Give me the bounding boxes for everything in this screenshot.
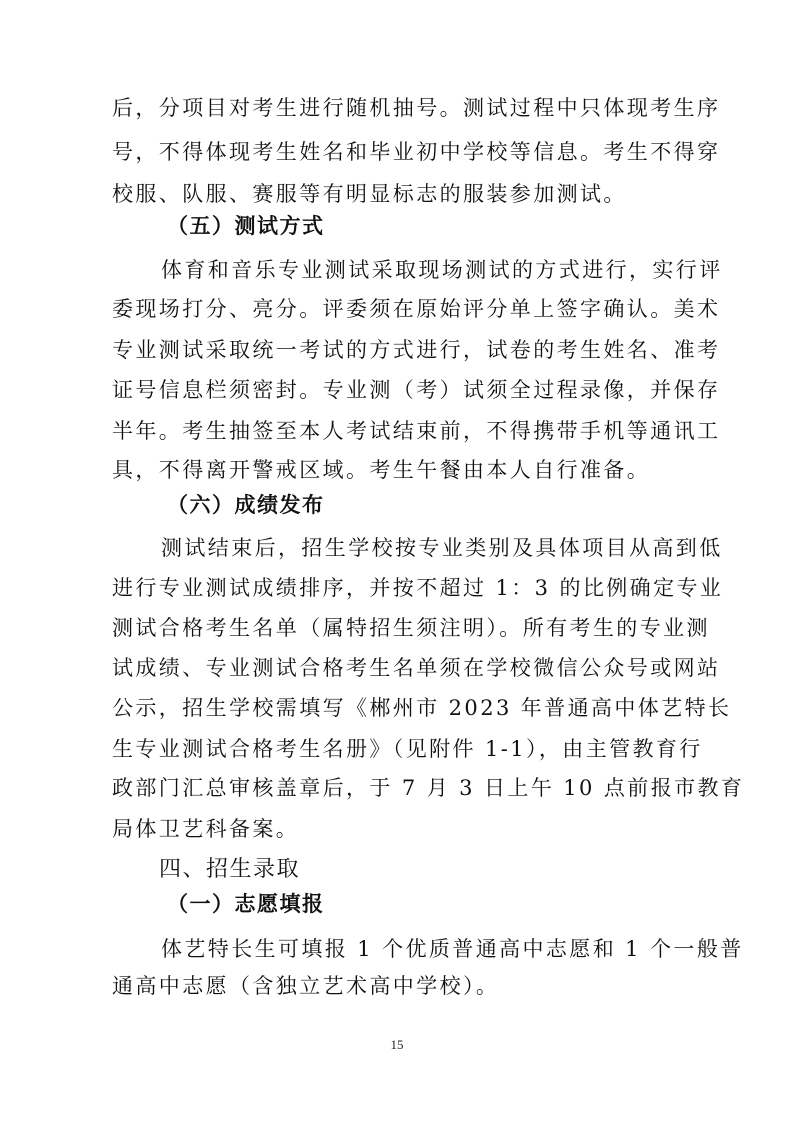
text-line: 政部门汇总审核盖章后，于 7 月 3 日上午 10 点前报市教育 (112, 776, 745, 800)
text-line: 生专业测试合格考生名册》（见附件 1-1），由主管教育行 (112, 737, 703, 761)
section-heading-test-method: （五）测试方式 (167, 214, 325, 238)
text-line: 具，不得离开警戒区域。考生午餐由本人自行准备。 (112, 458, 651, 482)
text-line: 号，不得体现考生姓名和毕业初中学校等信息。考生不得穿 (112, 140, 721, 164)
text-line: 后，分项目对考生进行随机抽号。测试过程中只体现考生序 (112, 96, 721, 120)
text-line: 委现场打分、亮分。评委须在原始评分单上签字确认。美术 (112, 297, 721, 321)
text-line: 通高中志愿（含独立艺术高中学校）。 (112, 974, 500, 998)
text-line: 公示，招生学校需填写《郴州市 2023 年普通高中体艺特长 (112, 696, 732, 720)
text-line: 校服、队服、赛服等有明显标志的服装参加测试。 (112, 182, 627, 206)
text-line: 测试合格考生名单（属特招生须注明）。所有考生的专业测 (112, 616, 710, 640)
section-heading-results: （六）成绩发布 (167, 493, 325, 517)
section-heading-application: （一）志愿填报 (167, 892, 325, 916)
paragraph-first-line: 测试结束后，招生学校按专业类别及具体项目从高到低 (161, 536, 723, 560)
page-number: 15 (390, 1037, 404, 1052)
text-line: 进行专业测试成绩排序，并按不超过 1：3 的比例确定专业 (112, 576, 724, 600)
section-heading-admission: 四、招生录取 (159, 857, 301, 882)
text-line: 试成绩、专业测试合格考生名单须在学校微信公众号或网站 (112, 656, 721, 680)
text-line: 证号信息栏须密封。专业测（考）试须全过程录像，并保存 (112, 378, 721, 402)
text-line: 半年。考生抽签至本人考试结束前，不得携带手机等通讯工 (112, 419, 721, 443)
paragraph-first-line: 体艺特长生可填报 1 个优质普通高中志愿和 1 个一般普 (161, 937, 744, 961)
text-line: 局体卫艺科备案。 (112, 817, 300, 841)
text-line: 专业测试采取统一考试的方式进行，试卷的考生姓名、准考 (112, 338, 721, 362)
paragraph-first-line: 体育和音乐专业测试采取现场测试的方式进行，实行评 (161, 258, 723, 282)
